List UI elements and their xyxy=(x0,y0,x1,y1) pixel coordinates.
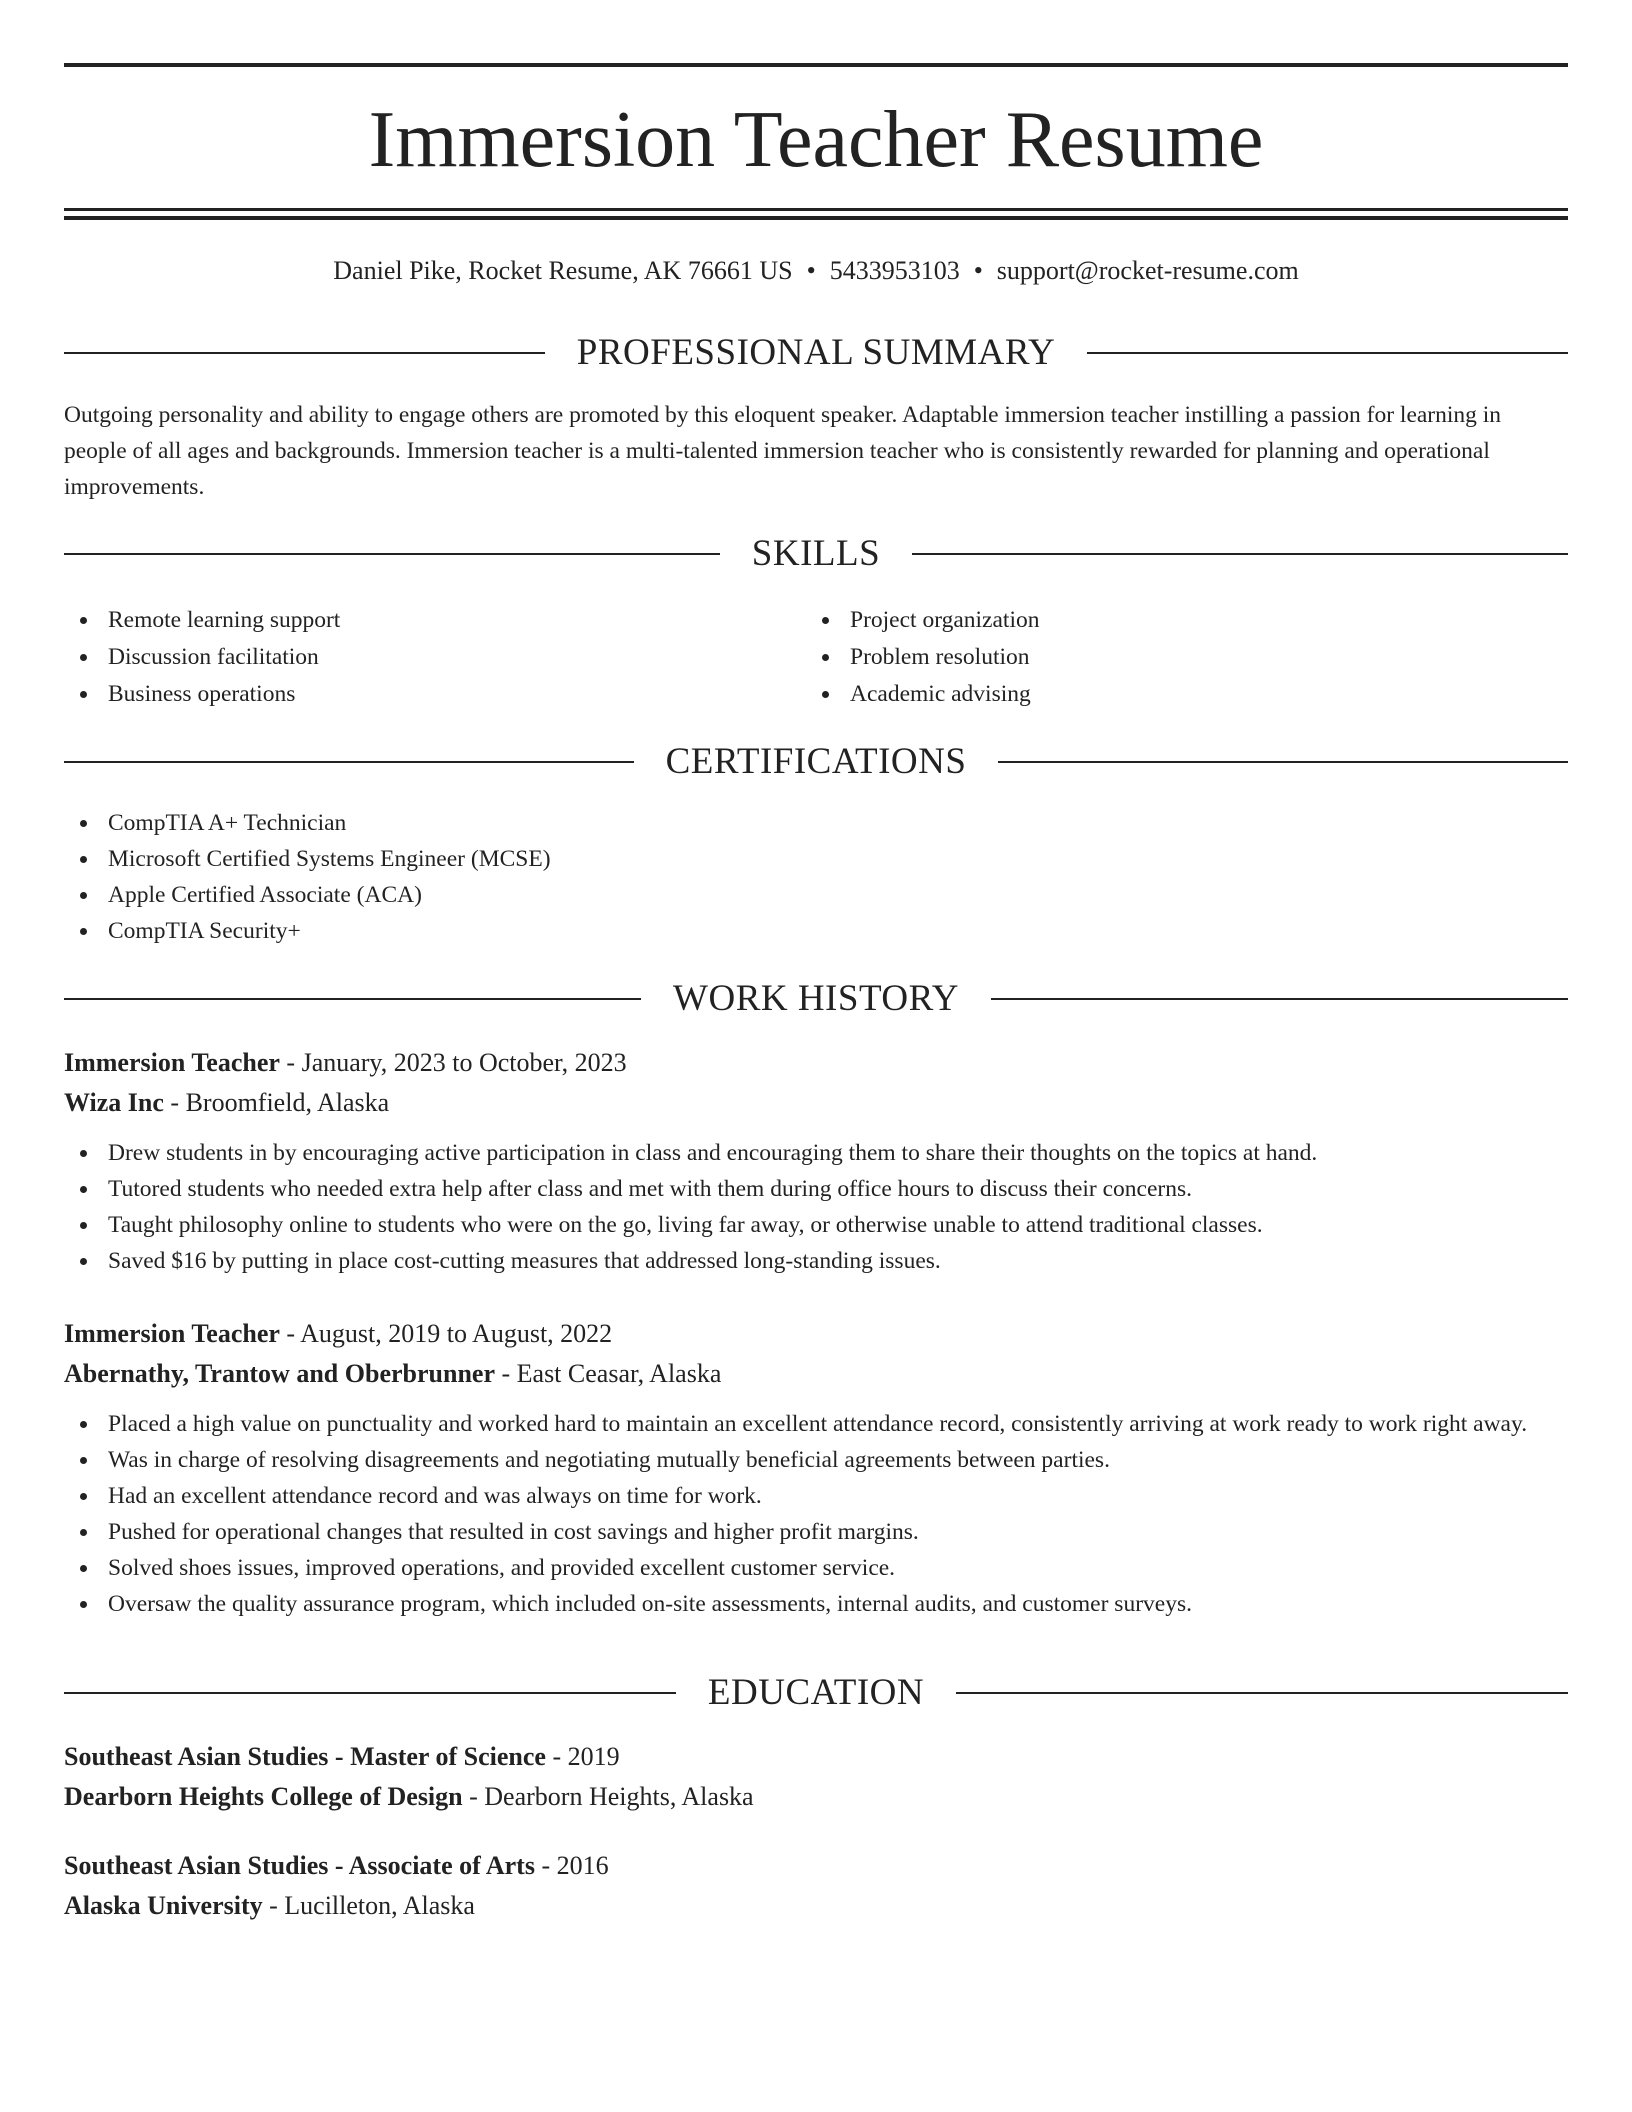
job-company: Wiza Inc xyxy=(64,1088,164,1117)
job-dates: - January, 2023 to October, 2023 xyxy=(279,1048,627,1077)
job-bullets xyxy=(64,1135,1568,1279)
education-entry xyxy=(64,1737,1568,1817)
education-school-line xyxy=(64,1777,1568,1817)
education-year: - 2016 xyxy=(534,1851,609,1880)
section-rule xyxy=(64,761,634,763)
certifications-list xyxy=(64,805,1568,949)
list-item: Project organization xyxy=(806,602,1546,639)
education-year: - 2019 xyxy=(545,1742,620,1771)
section-title: SKILLS xyxy=(751,533,881,574)
contact-separator: • xyxy=(806,256,816,285)
education-degree-line xyxy=(64,1737,1568,1777)
section-rule xyxy=(64,998,641,1000)
list-item: Apple Certified Associate (ACA) xyxy=(64,877,1568,913)
job-company-line xyxy=(64,1354,1568,1394)
title-rule-upper xyxy=(64,208,1568,211)
list-item: Oversaw the quality assurance program, which included on-site assessments, internal audits, and customer surveys. xyxy=(64,1586,1568,1622)
job-company-line xyxy=(64,1083,1568,1123)
skills-list-right xyxy=(806,602,1546,713)
list-item: Tutored students who needed extra help after class and met with them during office hours to discuss their concerns. xyxy=(64,1171,1568,1207)
education-location: - Dearborn Heights, Alaska xyxy=(462,1782,754,1811)
list-item: Business operations xyxy=(64,676,804,713)
job-location: - Broomfield, Alaska xyxy=(163,1088,390,1117)
page-title: Immersion Teacher Resume xyxy=(368,96,1264,184)
list-item: Pushed for operational changes that resulted in cost savings and higher profit margins. xyxy=(64,1514,1568,1550)
section-rule xyxy=(912,553,1568,555)
list-item: CompTIA Security+ xyxy=(64,913,1568,949)
list-item: Microsoft Certified Systems Engineer (MCSE) xyxy=(64,841,1568,877)
top-rule xyxy=(64,63,1568,67)
section-rule xyxy=(64,1692,676,1694)
skills-list-left xyxy=(64,602,804,713)
list-item: Academic advising xyxy=(806,676,1546,713)
education-degree-line xyxy=(64,1846,1568,1886)
contact-phone: 5433953103 xyxy=(829,256,960,285)
education-degree: Southeast Asian Studies - Master of Science xyxy=(64,1742,546,1771)
contact-address: Daniel Pike, Rocket Resume, AK 76661 US xyxy=(333,256,793,285)
job-entry xyxy=(64,1043,1568,1279)
section-header-work xyxy=(64,975,1568,1023)
section-header-education xyxy=(64,1669,1568,1717)
education-entry xyxy=(64,1846,1568,1926)
list-item: Drew students in by encouraging active participation in class and encouraging them to share their thoughts on the topics at hand. xyxy=(64,1135,1568,1171)
section-rule xyxy=(998,761,1568,763)
section-header-skills xyxy=(64,530,1568,578)
list-item: Remote learning support xyxy=(64,602,804,639)
section-header-certifications xyxy=(64,738,1568,786)
list-item: CompTIA A+ Technician xyxy=(64,805,1568,841)
title-rule-lower xyxy=(64,216,1568,220)
list-item: Was in charge of resolving disagreements and negotiating mutually beneficial agreements between parties. xyxy=(64,1442,1568,1478)
list-item: Solved shoes issues, improved operations, and provided excellent customer service. xyxy=(64,1550,1568,1586)
job-role: Immersion Teacher xyxy=(64,1319,280,1348)
list-item: Discussion facilitation xyxy=(64,639,804,676)
list-item: Placed a high value on punctuality and worked hard to maintain an excellent attendance record, consistently arriving at work ready to work right away. xyxy=(64,1406,1568,1442)
contact-email: support@rocket-resume.com xyxy=(996,256,1299,285)
section-title: WORK HISTORY xyxy=(673,978,959,1019)
section-rule xyxy=(956,1692,1568,1694)
summary-paragraph: Outgoing personality and ability to engage others are promoted by this eloquent speaker. Adaptable immersion teacher instilling a passion for learning in people of all ages and backgrounds. Immersion teacher is a multi-talented immersion teacher who is consistently rewarded for planning and operational improvements. xyxy=(64,402,1502,500)
job-role: Immersion Teacher xyxy=(64,1048,280,1077)
section-rule xyxy=(64,553,720,555)
education-location: - Lucilleton, Alaska xyxy=(262,1891,475,1920)
education-school: Dearborn Heights College of Design xyxy=(64,1782,463,1811)
education-school-line xyxy=(64,1886,1568,1926)
section-rule xyxy=(991,998,1568,1000)
job-company: Abernathy, Trantow and Oberbrunner xyxy=(64,1359,495,1388)
list-item: Saved $16 by putting in place cost-cutting measures that addressed long-standing issues. xyxy=(64,1243,1568,1279)
job-dates: - August, 2019 to August, 2022 xyxy=(279,1319,613,1348)
section-title: EDUCATION xyxy=(707,1672,925,1713)
job-title-line xyxy=(64,1043,1568,1083)
contact-separator: • xyxy=(973,256,983,285)
contact-line xyxy=(64,253,1568,289)
section-rule xyxy=(64,352,545,354)
job-bullets xyxy=(64,1406,1568,1622)
section-title: CERTIFICATIONS xyxy=(665,741,967,782)
job-location: - East Ceasar, Alaska xyxy=(494,1359,722,1388)
education-degree: Southeast Asian Studies - Associate of Arts xyxy=(64,1851,535,1880)
list-item: Taught philosophy online to students who were on the go, living far away, or otherwise unable to attend traditional classes. xyxy=(64,1207,1568,1243)
job-entry xyxy=(64,1314,1568,1622)
section-header-summary xyxy=(64,329,1568,377)
job-title-line xyxy=(64,1314,1568,1354)
list-item: Had an excellent attendance record and was always on time for work. xyxy=(64,1478,1568,1514)
list-item: Problem resolution xyxy=(806,639,1546,676)
section-title: PROFESSIONAL SUMMARY xyxy=(576,332,1056,373)
education-school: Alaska University xyxy=(64,1891,263,1920)
section-rule xyxy=(1087,352,1568,354)
